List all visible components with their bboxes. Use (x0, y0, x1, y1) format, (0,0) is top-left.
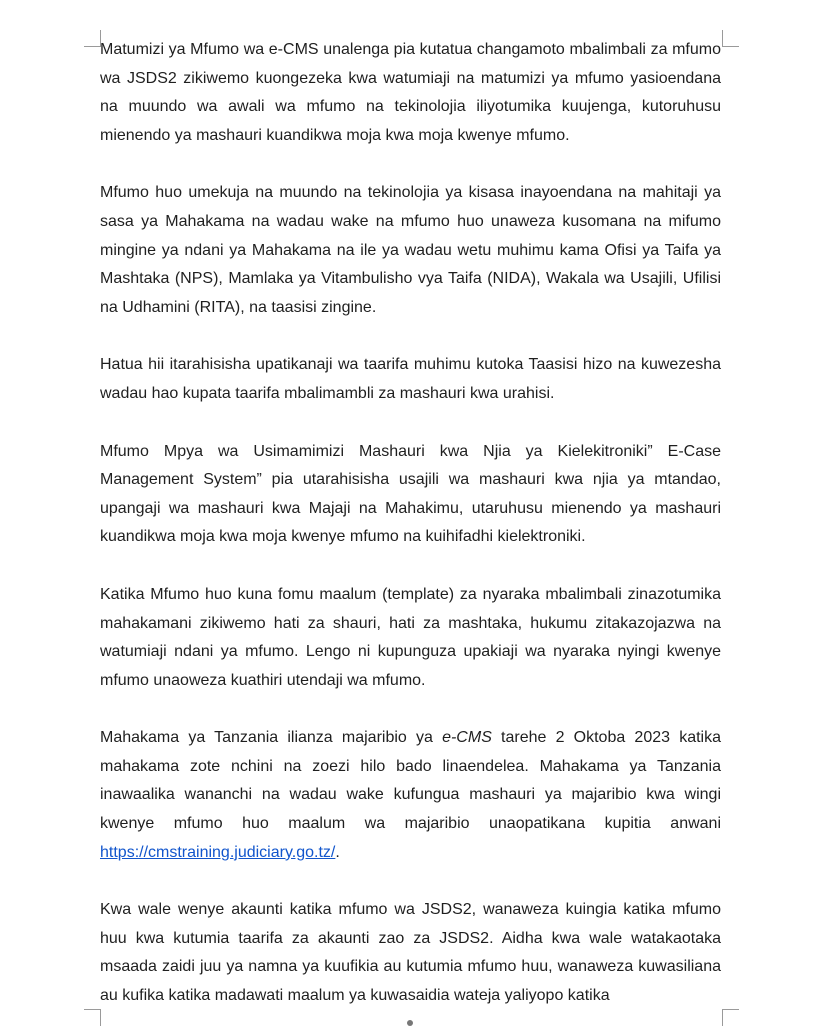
crop-mark-top-right (722, 30, 739, 47)
document-body (100, 36, 721, 1011)
page-marker-dot (407, 1020, 413, 1026)
crop-mark-bottom-right (722, 1009, 739, 1026)
crop-mark-bottom-left (84, 1009, 101, 1026)
crop-mark-top-left (84, 30, 101, 47)
paragraph-6-text-b: tarehe 2 Oktoba 2023 katika mahakama zote nchini na zoezi hilo bado linaendelea. Mahakama ya Tanzania inawaalika wananchi na wadau wake kufungua mashauri ya majaribio kwa wingi kwenye mfumo huo maalum wa majaribio unaopatikana kupitia anwani (100, 729, 722, 833)
paragraph-6-end: . (335, 843, 340, 861)
paragraph-1: Matumizi ya Mfumo wa e-CMS unalenga pia kutatua changamoto mbalimbali za mfumo wa JSDS2 zikiwemo kuongezeka kwa watumiaji na matumizi ya mfumo yasioendana na muundo wa awali wa mfumo na tekinolojia iliyotumika kuujenga, kutoruhusu mienendo ya mashauri kuandikwa moja kwa moja kwenye mfumo. (100, 41, 721, 144)
paragraph-4: Mfumo Mpya wa Usimamimizi Mashauri kwa Njia ya Kielekitroniki” E-Case Management System” pia utarahisisha usajili wa mashauri kwa njia ya mtandao, upangaji wa mashauri kwa Majaji na Mahakimu, utaruhusu mienendo ya mashauri kuandikwa moja kwa moja kwenye mfumo na kuihifadhi kielektroniki. (100, 442, 721, 546)
paragraph-2: Mfumo huo umekuja na muundo na tekinolojia ya kisasa inayoendana na mahitaji ya sasa ya Mahakama na wadau wake na mfumo huo unaweza kusomana na mifumo mingine ya ndani ya Mahakama na ile ya wadau wetu muhimu kama Ofisi ya Taifa ya Mashtaka (NPS), Mamlaka ya Vitambulisho vya Taifa (NIDA), Wakala wa Usajili, Ufilisi na Udhamini (RITA), na taasisi zingine. (100, 184, 721, 316)
paragraph-3: Hatua hii itarahisisha upatikanaji wa taarifa muhimu kutoka Taasisi hizo na kuwezesha wadau hao kupata taarifa mbalimambli za mashauri kwa urahisi. (100, 356, 721, 402)
training-site-link[interactable]: https://cmstraining.judiciary.go.tz/ (100, 843, 336, 861)
paragraph-7: Kwa wale wenye akaunti katika mfumo wa JSDS2, wanaweza kuingia katika mfumo huu kwa kutumia taarifa za akaunti zao za JSDS2. Aidha kwa wale watakaotaka msaada zaidi juu ya namna ya kuufikia au kutumia mfumo huu, wanaweza kuwasiliana au kufika katika madawati maalum ya kuwasaidia wateja yaliyopo katika (100, 901, 721, 1005)
paragraph-6-text-a: Mahakama ya Tanzania ilianza majaribio ya (100, 729, 443, 747)
paragraph-6-emphasis: e-CMS (442, 729, 492, 747)
paragraph-5: Katika Mfumo huo kuna fomu maalum (template) za nyaraka mbalimbali zinazotumika mahakamani zikiwemo hati za shauri, hati za mashtaka, hukumu zitakazojazwa na watumiaji ndani ya mfumo. Lengo ni kupunguza upakiaji wa nyaraka nyingi kwenye mfumo unaoweza kuathiri utendaji wa mfumo. (100, 585, 721, 689)
paragraph-6 (100, 724, 721, 867)
